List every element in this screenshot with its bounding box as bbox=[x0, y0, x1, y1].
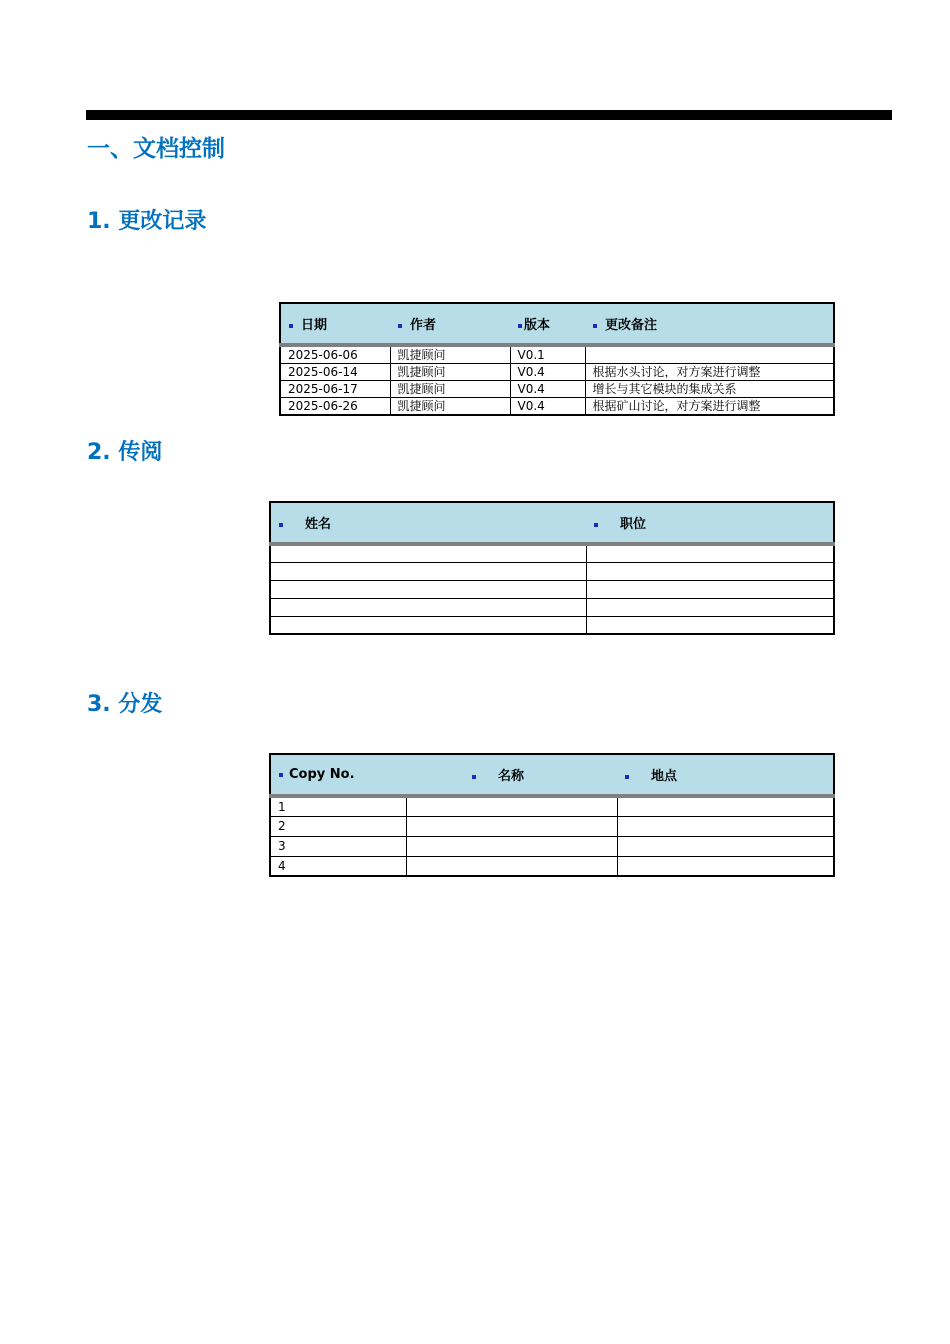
cell-name bbox=[270, 562, 586, 580]
cell-position bbox=[586, 598, 834, 616]
column-header-author: 作者 bbox=[390, 303, 510, 345]
table-row bbox=[280, 381, 834, 398]
cell-author: 凯捷顾问 bbox=[390, 381, 510, 398]
column-header-title: 名称 bbox=[406, 754, 617, 796]
cell-position bbox=[586, 562, 834, 580]
cell-location bbox=[617, 836, 834, 856]
cell-position bbox=[586, 580, 834, 598]
bullet-icon bbox=[289, 324, 293, 328]
table-row bbox=[270, 544, 834, 562]
cell-notes: 根据水头讨论，对方案进行调整 bbox=[585, 364, 834, 381]
table-row bbox=[270, 616, 834, 634]
cell-version: V0.4 bbox=[510, 364, 585, 381]
cell-author: 凯捷顾问 bbox=[390, 364, 510, 381]
column-header-version: 版本 bbox=[510, 303, 585, 345]
column-header-position: 职位 bbox=[586, 502, 834, 544]
column-header-copy-no: Copy No. bbox=[270, 754, 406, 796]
cell-position bbox=[586, 616, 834, 634]
bullet-icon bbox=[518, 324, 522, 328]
cell-author: 凯捷顾问 bbox=[390, 398, 510, 416]
circulation-table bbox=[269, 501, 835, 635]
distribution-table bbox=[269, 753, 835, 877]
cell-notes bbox=[585, 345, 834, 364]
cell-title bbox=[406, 856, 617, 876]
cell-date: 2025-06-17 bbox=[280, 381, 390, 398]
column-header-name: 姓名 bbox=[270, 502, 586, 544]
cell-date: 2025-06-26 bbox=[280, 398, 390, 416]
cell-date: 2025-06-06 bbox=[280, 345, 390, 364]
cell-copy-no: 2 bbox=[270, 816, 406, 836]
table-header-row bbox=[270, 754, 834, 796]
cell-copy-no: 3 bbox=[270, 836, 406, 856]
table-row bbox=[270, 836, 834, 856]
cell-author: 凯捷顾问 bbox=[390, 345, 510, 364]
top-rule bbox=[86, 110, 892, 120]
cell-copy-no: 1 bbox=[270, 796, 406, 816]
cell-location bbox=[617, 816, 834, 836]
cell-version: V0.4 bbox=[510, 398, 585, 416]
cell-copy-no: 4 bbox=[270, 856, 406, 876]
bullet-icon bbox=[625, 775, 629, 779]
table-row bbox=[270, 580, 834, 598]
cell-notes: 增长与其它模块的集成关系 bbox=[585, 381, 834, 398]
table-header-row bbox=[280, 303, 834, 345]
cell-title bbox=[406, 796, 617, 816]
bullet-icon bbox=[593, 324, 597, 328]
section-title-changes: 1. 更改记录 bbox=[87, 209, 207, 234]
column-header-notes: 更改备注 bbox=[585, 303, 834, 345]
cell-title bbox=[406, 816, 617, 836]
column-header-date: 日期 bbox=[280, 303, 390, 345]
change-record-table bbox=[279, 302, 835, 416]
cell-name bbox=[270, 580, 586, 598]
bullet-icon bbox=[279, 773, 283, 777]
table-header-row bbox=[270, 502, 834, 544]
bullet-icon bbox=[594, 523, 598, 527]
cell-position bbox=[586, 544, 834, 562]
cell-location bbox=[617, 796, 834, 816]
cell-location bbox=[617, 856, 834, 876]
cell-title bbox=[406, 836, 617, 856]
section-title-distribution: 3. 分发 bbox=[87, 692, 163, 717]
cell-name bbox=[270, 544, 586, 562]
bullet-icon bbox=[472, 775, 476, 779]
column-header-location: 地点 bbox=[617, 754, 834, 796]
bullet-icon bbox=[398, 324, 402, 328]
cell-version: V0.4 bbox=[510, 381, 585, 398]
table-row bbox=[270, 816, 834, 836]
table-row bbox=[280, 364, 834, 381]
table-row bbox=[270, 598, 834, 616]
main-title: 一、文档控制 bbox=[87, 136, 225, 162]
cell-version: V0.1 bbox=[510, 345, 585, 364]
cell-name bbox=[270, 616, 586, 634]
table-row bbox=[280, 398, 834, 416]
table-row bbox=[280, 345, 834, 364]
bullet-icon bbox=[279, 523, 283, 527]
section-title-circulation: 2. 传阅 bbox=[87, 440, 163, 465]
table-row bbox=[270, 796, 834, 816]
cell-name bbox=[270, 598, 586, 616]
cell-notes: 根据矿山讨论，对方案进行调整 bbox=[585, 398, 834, 416]
table-row bbox=[270, 856, 834, 876]
cell-date: 2025-06-14 bbox=[280, 364, 390, 381]
table-row bbox=[270, 562, 834, 580]
